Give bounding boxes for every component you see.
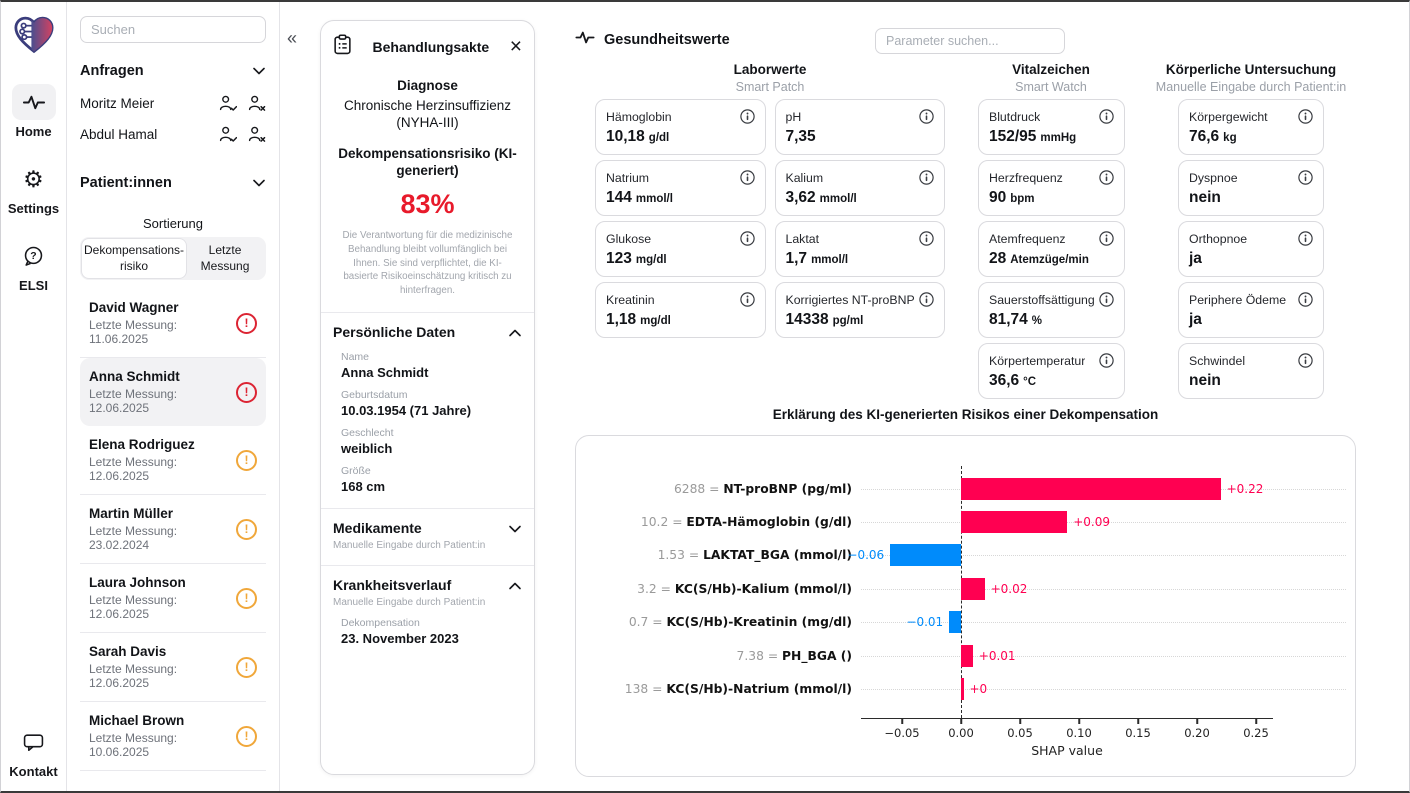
value-card-unit: % [1031,315,1043,327]
value-card-value: 76,6 [1189,128,1220,145]
decline-request-icon[interactable] [248,126,266,142]
parameter-search-input[interactable] [875,28,1065,54]
value-card-value: ja [1189,311,1202,328]
gear-icon: ⚙ [23,165,44,192]
value-card [1178,99,1324,155]
plot-area [861,572,1346,605]
nav-label-kontakt: Kontakt [9,764,58,779]
request-row [80,126,266,142]
info-icon[interactable] [919,231,934,246]
value-card [978,221,1125,277]
axis-tick [960,719,962,724]
sort-option-last-measurement[interactable]: Letzte Messung [200,243,250,273]
shap-bar [961,511,1067,533]
history-subtitle: Manuelle Eingabe durch Patient:in [333,597,486,609]
nav-label-home: Home [15,124,52,139]
info-icon[interactable] [919,170,934,185]
shap-bar [961,578,985,600]
alert-icon: ! [236,657,257,678]
alert-icon: ! [236,726,257,747]
patient-last-measurement: Letzte Messung: 12.06.2025 [89,455,178,484]
value-card-unit: mg/dl [640,315,671,327]
value-card-unit: mmol/l [811,254,849,266]
axis-line [861,718,1273,719]
equals-separator: = [648,615,667,630]
medication-section-header[interactable] [333,520,522,551]
record-field [333,380,522,418]
lab-values-grid [595,99,945,338]
feature-label [586,515,861,529]
value-card [775,282,946,338]
risk-label: Dekompensationsrisiko (KI-generiert) [338,145,517,179]
feature-value: 6288 [673,481,706,496]
chart-title: Erklärung des KI-generierten Risikos einer Dekompensation [772,407,1159,422]
patient-name: David Wagner [89,300,179,316]
value-card-value: nein [1189,372,1221,389]
shap-value-label: +0 [969,682,988,697]
gridline [861,689,1346,690]
patient-last-measurement: Letzte Messung: 12.06.2025 [89,593,178,622]
axis-tick-label: 0.20 [1184,726,1210,740]
patient-list [80,289,266,771]
chevron-down-icon [252,62,266,80]
personal-data-title: Persönliche Daten [333,324,456,341]
value-card-label: Atemfrequenz [989,231,1066,246]
value-card-unit: g/dl [648,132,670,144]
app-logo-heart-icon[interactable] [13,16,55,54]
chart-row [576,572,1355,605]
alert-icon: ! [236,519,257,540]
value-card-label: Periphere Ödeme [1189,292,1287,307]
patient-list-item[interactable] [80,564,266,633]
axis-tick [1019,719,1021,724]
value-card-label: Natrium [606,170,650,185]
field-label: Name [341,351,370,364]
request-name: Moritz Meier [80,95,155,111]
group-subtitle: Smart Watch [1015,80,1087,94]
field-label: Größe [341,465,371,478]
shap-value-label: −0.01 [906,615,944,630]
value-card-unit: pg/ml [832,315,864,327]
gridline [861,589,1346,590]
axis-tick-label: −0.05 [884,726,920,740]
chevron-down-icon [252,174,266,192]
value-card-label: Glukose [606,231,652,246]
risk-value: 83% [400,188,455,219]
shap-value-label: −0.06 [847,548,885,563]
value-card-value: 81,74 [989,311,1028,328]
value-card [1178,282,1324,338]
sort-option-risk[interactable]: Dekompensations-risiko [82,239,186,278]
shap-value-label: +0.02 [990,581,1028,596]
feature-label [586,482,861,496]
patient-name: Elena Rodriguez [89,437,195,453]
patient-list-item[interactable] [80,426,266,495]
patient-list-item[interactable] [80,633,266,702]
personal-data-section-header[interactable] [333,324,522,342]
alert-icon: ! [236,450,257,471]
shap-bar [949,611,961,633]
info-icon[interactable] [1298,353,1313,368]
patient-list-item[interactable] [80,289,266,358]
value-card-unit: mmol/l [819,193,857,205]
record-field [333,342,522,380]
nav-item-home[interactable] [12,84,56,139]
nav-item-elsi[interactable] [12,238,56,293]
value-card-value: nein [1189,189,1221,206]
question-bubble-icon [12,238,56,274]
collapse-panel-icon[interactable]: « [287,28,298,48]
group-header-koerperliche-untersuchung [1140,62,1362,94]
value-card-value: 90 [989,189,1007,206]
x-axis-label: SHAP value [1031,743,1103,758]
nav-item-kontakt[interactable] [9,724,57,779]
value-card-value: 28 [989,250,1007,267]
value-card-value: 1,7 [785,250,808,267]
chart-row [576,539,1355,572]
axis-tick [1078,719,1080,724]
field-value: Anna Schmidt [341,365,429,381]
info-icon[interactable] [1099,231,1114,246]
chart-row [576,505,1355,538]
group-subtitle: Smart Patch [735,80,805,94]
patient-last-measurement: Letzte Messung: 11.06.2025 [89,318,178,347]
equals-separator: = [763,648,783,663]
group-header-vitalzeichen [940,62,1162,94]
field-value: 10.03.1954 (71 Jahre) [341,403,472,419]
value-card-label: Kalium [785,170,824,185]
info-icon[interactable] [1298,109,1313,124]
info-icon[interactable] [1099,292,1114,307]
patient-name: Anna Schmidt [89,369,180,385]
feature-value: 3.2 [637,581,657,596]
equals-separator: = [668,515,687,530]
field-value: weiblich [341,441,393,457]
value-card [595,282,766,338]
info-icon[interactable] [1298,292,1313,307]
ai-disclaimer: Die Verantwortung für die medizinische Behandlung bleibt vollumfänglich bei Ihnen. Sie sind verpflichtet, die KI-basierte Risikoeinschätzung kritisch zu hinterfragen. [342,229,513,297]
value-card [978,160,1125,216]
svg-text:?: ? [30,250,37,262]
field-label: Dekompensation [341,617,420,630]
patient-last-measurement: Letzte Messung: 12.06.2025 [89,387,178,416]
value-card [978,99,1125,155]
medication-title: Medikamente [333,520,422,537]
field-value: 23. November 2023 [341,631,459,647]
value-card-label: Sauerstoffsättigung [989,292,1095,307]
plot-area [847,539,1346,572]
value-card [775,221,946,277]
value-card [1178,160,1324,216]
axis-tick-label: 0.25 [1243,726,1269,740]
shap-bar [961,478,1221,500]
history-section-header[interactable] [333,577,522,608]
feature-name: PH_BGA () [782,648,852,663]
info-icon[interactable] [1298,170,1313,185]
request-name: Abdul Hamal [80,126,158,142]
value-card-value: 7,35 [785,128,816,145]
feature-name: LAKTAT_BGA (mmol/l) [703,548,852,563]
patient-name: Martin Müller [89,506,174,522]
shap-bar [961,678,964,700]
info-icon[interactable] [740,231,755,246]
info-icon[interactable] [1099,109,1114,124]
value-card [978,343,1125,399]
axis-tick-label: 0.10 [1066,726,1092,740]
axis-tick-label: 0.15 [1125,726,1151,740]
value-card-value: 123 [606,250,632,267]
history-title: Krankheitsverlauf [333,577,452,594]
value-card-label: Dyspnoe [1189,170,1238,185]
request-row [80,95,266,111]
requests-section-header[interactable] [80,62,266,80]
value-card-unit: °C [1023,376,1037,388]
info-icon[interactable] [740,109,755,124]
personal-data-fields [333,342,522,494]
clipboard-icon [333,34,352,60]
search-input[interactable] [80,16,266,43]
plot-area [861,672,1346,705]
patients-section-header[interactable] [80,174,266,192]
patient-name: Laura Johnson [89,575,186,591]
close-icon[interactable]: × [509,34,522,58]
patient-list-item[interactable] [80,702,266,771]
value-card-unit: bpm [1010,193,1035,205]
value-card-label: Laktat [785,231,819,246]
accept-request-icon[interactable] [219,126,237,142]
patient-list-item[interactable] [80,358,266,426]
alert-icon: ! [236,588,257,609]
info-icon[interactable] [740,170,755,185]
equals-separator: = [656,581,675,596]
chart-row [576,639,1355,672]
value-card-value: 152/95 [989,128,1037,145]
value-card [1178,343,1324,399]
shap-bar [890,544,961,566]
diagnosis-label: Diagnose [397,78,458,93]
record-field [333,418,522,456]
group-title: Vitalzeichen [1012,62,1090,77]
chart-x-axis [861,718,1346,776]
chevron-down-icon [508,520,522,538]
value-card-label: Körpergewicht [1189,109,1268,124]
field-label: Geburtsdatum [341,389,408,402]
value-card-value: 14338 [785,311,829,328]
accept-request-icon[interactable] [219,95,237,111]
feature-value: 10.2 [640,515,669,530]
feature-name: NT-proBNP (pg/ml) [723,481,852,496]
value-card [1178,221,1324,277]
feature-name: EDTA-Hämoglobin (g/dl) [686,515,852,530]
main-content [280,2,1409,791]
value-card [595,160,766,216]
decline-request-icon[interactable] [248,95,266,111]
shap-value-label: +0.09 [1073,515,1110,530]
chevron-up-icon [508,324,522,342]
health-values-title: Gesundheitswerte [604,31,730,48]
value-card-unit: Atemzüge/min [1010,254,1089,266]
chat-bubble-icon [11,724,55,760]
value-card [775,160,946,216]
request-list [80,80,266,142]
feature-label [586,615,861,629]
value-card-value: 36,6 [989,372,1020,389]
patient-last-measurement: Letzte Messung: 23.02.2024 [89,524,178,553]
patient-name: Sarah Davis [89,644,167,660]
shap-value-label: +0.01 [978,648,1016,663]
medication-subtitle: Manuelle Eingabe durch Patient:in [333,540,486,552]
feature-value: 138 [624,682,649,697]
value-card-label: Herzfrequenz [989,170,1063,185]
plot-area [861,472,1346,505]
feature-name: KC(S/Hb)-Kalium (mmol/l) [674,581,852,596]
nav-rail [1,2,67,791]
chevron-up-icon [508,577,522,595]
value-card-label: pH [785,109,802,124]
patient-name: Michael Brown [89,713,185,729]
requests-title: Anfragen [80,63,144,79]
record-field [333,456,522,494]
vital-signs-grid [978,99,1125,399]
chart-row [576,672,1355,705]
value-card-value: 1,18 [606,311,637,328]
value-card-label: Blutdruck [989,109,1041,124]
health-values-header [575,30,730,49]
value-card-value: ja [1189,250,1202,267]
patients-panel [67,2,280,791]
axis-tick [1255,719,1257,724]
axis-tick-label: 0.00 [948,726,974,740]
record-field [333,608,522,646]
value-card [595,221,766,277]
info-icon[interactable] [1298,231,1313,246]
value-card-label: Hämoglobin [606,109,672,124]
alert-icon: ! [236,313,257,334]
chart-row [576,606,1355,639]
feature-label [586,548,861,562]
nav-label-elsi: ELSI [19,278,48,293]
value-card [595,99,766,155]
sort-segmented-control [80,237,266,280]
value-card-unit: mg/dl [635,254,667,266]
group-title: Körperliche Untersuchung [1165,62,1337,77]
group-title: Laborwerte [733,62,807,77]
value-card-unit: mmol/l [635,193,673,205]
value-card-label: Orthopnoe [1189,231,1248,246]
feature-label [586,682,861,696]
feature-label [586,582,861,596]
feature-label [586,649,861,663]
feature-value: 1.53 [657,548,685,563]
equals-separator: = [684,548,704,563]
physical-exam-grid [1178,99,1324,399]
value-card-label: Kreatinin [606,292,655,307]
info-icon[interactable] [740,292,755,307]
value-card-label: Korrigiertes NT-proBNP [785,292,915,307]
group-subtitle: Manuelle Eingabe durch Patient:in [1155,80,1347,94]
chart-row [576,472,1355,505]
history-fields [333,608,522,646]
info-icon[interactable] [919,109,934,124]
value-card-value: 10,18 [606,128,645,145]
shap-value-label: +0.22 [1226,481,1264,496]
diagnosis-value: Chronische Herzinsuffizienz (NYHA-III) [343,97,512,131]
patients-title: Patient:innen [80,175,172,191]
info-icon[interactable] [919,292,934,307]
value-card-unit: kg [1223,132,1237,144]
chart-rows [576,472,1355,706]
feature-value: 0.7 [628,615,649,630]
axis-tick [1137,719,1139,724]
pulse-icon [575,30,595,49]
info-icon[interactable] [1099,353,1114,368]
feature-name: KC(S/Hb)-Natrium (mmol/l) [666,682,852,697]
shap-bar [961,645,973,667]
patient-last-measurement: Letzte Messung: 12.06.2025 [89,662,178,691]
value-card-unit: mmHg [1040,132,1077,144]
patient-list-item[interactable] [80,495,266,564]
equals-separator: = [648,682,667,697]
plot-area [861,639,1346,672]
nav-label-settings: Settings [7,201,60,216]
value-card-label: Schwindel [1189,353,1246,368]
field-value: 168 cm [341,479,386,495]
nav-item-settings[interactable] [8,161,59,216]
record-title: Behandlungsakte [372,39,490,55]
patient-last-measurement: Letzte Messung: 10.06.2025 [89,731,178,760]
shap-chart [575,435,1356,777]
axis-tick [1196,719,1198,724]
group-header-laborwerte [595,62,945,94]
axis-tick-label: 0.05 [1007,726,1033,740]
value-card-label: Körpertemperatur [989,353,1086,368]
feature-value: 7.38 [736,648,764,663]
gridline [861,656,1346,657]
treatment-record-card [320,20,535,775]
info-icon[interactable] [1099,170,1114,185]
plot-area [861,505,1346,538]
plot-area [861,606,1346,639]
equals-separator: = [705,481,724,496]
feature-name: KC(S/Hb)-Kreatinin (mg/dl) [666,615,852,630]
value-card-value: 144 [606,189,632,206]
field-label: Geschlecht [341,427,394,440]
value-card [978,282,1125,338]
value-card [775,99,946,155]
axis-tick [901,719,903,724]
sort-label: Sortierung [143,216,203,231]
alert-icon: ! [236,382,257,403]
pulse-icon [12,84,56,120]
value-card-value: 3,62 [785,189,816,206]
